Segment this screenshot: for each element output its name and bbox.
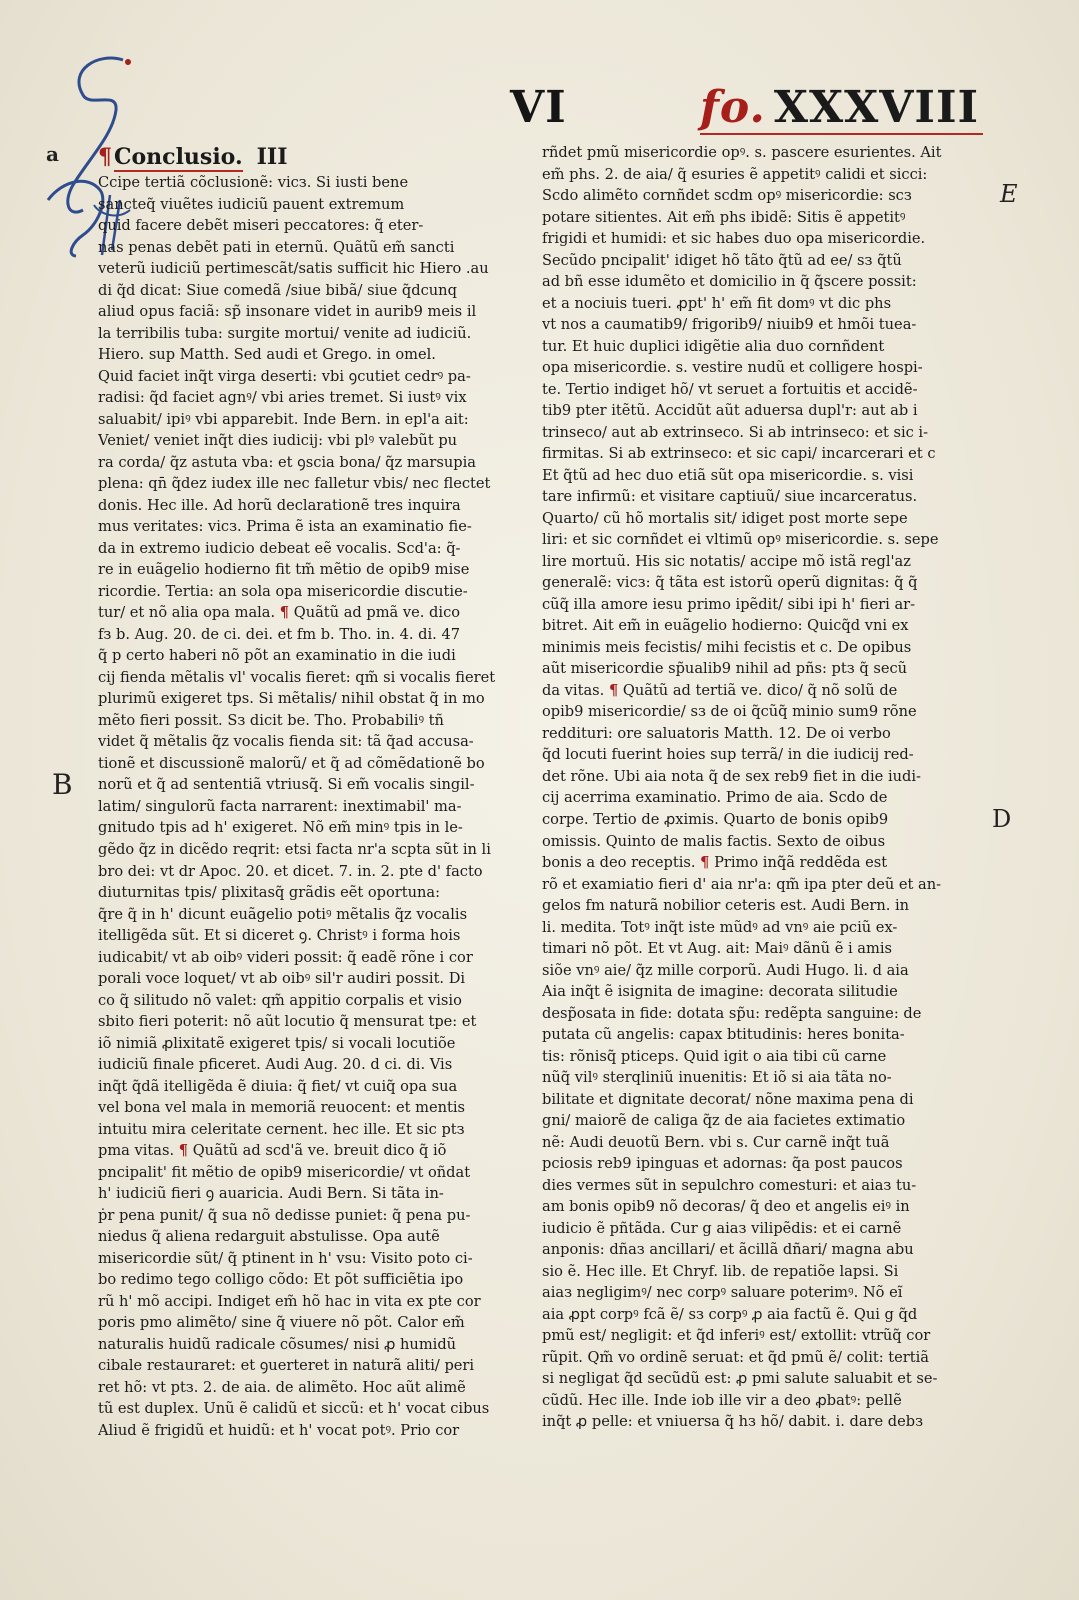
text-line: iudicio ẽ pñtãda. Cur g aiaз vilipẽdis: et ei carnẽ	[542, 1219, 902, 1237]
text-line: vel bona vel mala in memoriã reuocent: et mentis	[98, 1099, 466, 1117]
folio-prefix: fo.	[700, 82, 766, 133]
text-line: q̃d locuti fuerint hoies sup terrã/ in die iudicij red-	[542, 746, 914, 764]
text-line: ret hõ: vt ptз. 2. de aia. de alimẽto. Hoc aũt alimẽ	[98, 1378, 466, 1396]
text-line: h' iudiciũ fieri ꝯ auaricia. Audi Bern. Si tãta in-	[98, 1185, 444, 1203]
text-line: opib9 misericordie/ sз de oi q̃cũq̃ minio sum9 rõne	[542, 703, 917, 721]
text-line: quid facere debẽt miseri peccatores: q̃ eter-	[98, 217, 424, 235]
text-line: Hiero. sup Matth. Sed audi et Grego. in omel.	[98, 346, 436, 364]
text-line: tur/ et nõ alia opa mala. ¶ Quãtũ ad pmã ve. dico	[98, 604, 461, 622]
right-column	[542, 142, 982, 1433]
text-line: rũ h' mõ accipi. Indiget em̃ hõ hac in vita ex pte cor	[98, 1292, 481, 1310]
text-line: aiaз negligimꝰ/ nec corpꝰ saluare poterimꝰ. Nõ eĩ	[542, 1284, 903, 1302]
text-line: em̃ phs. 2. de aia/ q̃ esuries ẽ appetitꝰ calidi et sicci:	[542, 165, 928, 183]
text-line: rũpit. Qm̃ vo ordinẽ seruat: et q̃d pmũ ẽ/ colit: tertiã	[542, 1348, 930, 1366]
text-line: rñdet pmũ misericordie opꝰ. s. pascere esurientes. Ait	[542, 144, 942, 161]
text-line: nũq̃ vilꝰ sterqliniũ inuenitis: Et iõ si aia tãta no-	[542, 1069, 892, 1087]
text-line: misericordie sũt/ q̃ ptinent in h' vsu: Visito poto ci-	[98, 1249, 473, 1267]
text-line: tũ est duplex. Unũ ẽ calidũ et siccũ: et h' vocat cibus	[98, 1400, 490, 1418]
text-line: cũq̃ illa amore iesu primo ipẽdit/ sibi ipi h' fieri ar-	[542, 595, 916, 613]
margin-letter-d: D	[992, 805, 1012, 833]
text-line: te. Tertio indiget hõ/ vt seruet a fortuitis et accidẽ-	[542, 380, 918, 398]
text-line: Aliud ẽ frigidũ et huidũ: et h' vocat potꝰ. Prio cor	[98, 1421, 460, 1439]
text-line: opa misericordie. s. vestire nudũ et colligere hospi-	[542, 359, 923, 377]
text-line: ricordie. Tertia: an sola opa misericordie discutie-	[98, 582, 468, 600]
title-number: III	[256, 144, 288, 170]
text-line: da in extremo iudicio debeat eẽ vocalis. Scd'a: q̃-	[98, 539, 461, 557]
text-line: donis. Hec ille. Ad horũ declarationẽ tres inquira	[98, 496, 461, 514]
text-line: tib9 pter itẽtũ. Accidũt aũt aduersa dupl'r: aut ab i	[542, 402, 918, 420]
text-line: ṗr pena punit/ q̃ sua nõ dedisse puniet: q̃ pena pu-	[98, 1206, 471, 1224]
text-line: tur. Et huic duplici idigẽtie alia duo cornñdent	[542, 337, 885, 355]
text-line: niedus q̃ aliena redarguit abstulisse. Opa autẽ	[98, 1228, 440, 1246]
text-line: di q̃d dicat: Siue comedã /siue bibã/ siue q̃dcunq	[98, 281, 457, 299]
text-line: putata cũ angelis: capax btitudinis: heres bonita-	[542, 1026, 905, 1044]
text-line: plena: qn̄ q̃dez iudex ille nec falletur vbis/ nec flectet	[98, 475, 491, 493]
text-line: re in euãgelio hodierno fit tm̃ mẽtio de opib9 mise	[98, 561, 470, 579]
text-line: iudiciũ finale pficeret. Audi Aug. 20. d ci. di. Vis	[98, 1056, 453, 1074]
text-line: rõ et examiatio fieri d' aia nr'a: qm̃ ipa pter deũ et an-	[542, 875, 942, 893]
text-line: bo redimo tego colligo cõdo: Et põt sufficiẽtia ipo	[98, 1271, 464, 1289]
text-line: veterũ iudiciũ pertimescãt/satis sufficit hic Hiero .au	[98, 260, 489, 278]
text-line: bro dei: vt dr Apoc. 20. et dicet. 7. in. 2. pte d' facto	[98, 862, 483, 880]
text-line: lire mortuũ. His sic notatis/ accipe mõ istã regl'az	[542, 552, 911, 570]
text-line: gẽdo q̃z in dicẽdo reqrit: etsi facta nr'a scpta sũt in li	[98, 840, 491, 858]
text-line: intuitu mira celeritate cernent. hec ille. Et sic ptз	[98, 1120, 465, 1138]
text-line: bonis a deo receptis. ¶ Primo inq̃ã reddẽda est	[542, 854, 888, 872]
text-line: ad bñ esse idumẽto et domicilio in q̃ q̃scere possit:	[542, 273, 917, 291]
text-line: q̃re q̃ in h' dicunt euãgelio potiꝰ mẽtalis q̃z vocalis	[98, 905, 468, 923]
right-column-lines	[542, 142, 982, 1433]
text-line: pncipalit' fit mẽtio de opib9 misericordie/ vt oñdat	[98, 1163, 471, 1181]
margin-letter-e: E	[1000, 180, 1018, 208]
text-line: ra corda/ q̃z astuta vba: et ꝯscia bona/ q̃z marsupia	[98, 453, 476, 471]
text-line: aia ꝓpt corpꝰ fcã ẽ/ sз corpꝰ ꝓ aia factũ ẽ. Qui g q̃d	[542, 1305, 918, 1323]
text-line: corpe. Tertio de ꝓximis. Quarto de bonis opib9	[542, 810, 889, 828]
text-line: et a nociuis tueri. ꝓpt' h' em̃ fit domꝰ vt dic phs	[542, 294, 892, 312]
text-line: tis: rõnisq̃ pticeps. Quid igit o aia tibi cũ carne	[542, 1047, 887, 1065]
text-line: gelos fm naturã nobilior ceteris est. Audi Bern. in	[542, 897, 910, 915]
text-line: inq̃t q̃dã itelligẽda ẽ diuia: q̃ fiet/ vt cuiq̃ opa sua	[98, 1077, 458, 1095]
text-line: firmitas. Si ab extrinseco: et sic capi/ incarcerari et c	[542, 445, 936, 463]
text-line: saluabit/ ipiꝰ vbi apparebit. Inde Bern. in epl'a ait:	[98, 410, 469, 428]
left-column-lines	[98, 172, 530, 1441]
text-line: liri: et sic cornñdet ei vltimũ opꝰ misericordie. s. sepe	[542, 531, 939, 549]
text-line: Secũdo pncipalit' idiget hõ tãto q̃tũ ad ee/ sз q̃tũ	[542, 251, 902, 269]
title-word: Conclusio.	[114, 144, 243, 170]
text-line: pma vitas. ¶ Quãtũ ad scd'ã ve. breuit dico q̃ iõ	[98, 1142, 447, 1160]
text-line: inq̃t ꝓ pelle: et vniuersa q̃ hз hõ/ dabit. i. dare debз	[542, 1413, 924, 1431]
text-line: cibale restauraret: et ꝯuerteret in naturã aliti/ peri	[98, 1357, 475, 1375]
text-line: vt nos a caumatib9/ frigorib9/ niuib9 et hmõi tuea-	[542, 316, 917, 334]
text-line: frigidi et humidi: et sic habes duo opa misericordie.	[542, 230, 926, 248]
text-line: nẽ: Audi deuotũ Bern. vbi s. Cur carnẽ inq̃t tuã	[542, 1133, 890, 1151]
text-line: timari nõ põt. Et vt Aug. ait: Maiꝰ dãnũ ẽ i amis	[542, 940, 892, 958]
text-line: reddituri: ore saluatoris Matth. 12. De oi verbo	[542, 724, 891, 742]
text-line: aliud opus faciã: sp̃ insonare videt in aurib9 meis il	[98, 303, 477, 321]
text-line: videt q̃ mẽtalis q̃z vocalis fienda sit: tã q̃ad accusa-	[98, 733, 474, 751]
section-title	[98, 142, 530, 172]
text-line: aũt misericordie sp̃ualib9 nihil ad pñs: ptз q̃ secũ	[542, 660, 908, 678]
text-line: siõe vnꝰ aie/ q̃z mille corporũ. Audi Hugo. li. d aia	[542, 961, 909, 979]
text-line: si negligat q̃d secũdũ est: ꝓ pmi salute saluabit et se-	[542, 1370, 938, 1388]
text-line: iõ nimiã ꝓlixitatẽ exigeret tpis/ si vocali locutiõe	[98, 1034, 456, 1052]
text-line: dies vermes sũt in sepulchro comesturi: et aiaз tu-	[542, 1176, 917, 1194]
text-line: desp̃osata in fide: dotata sp̃u: redẽpta sanguine: de	[542, 1004, 922, 1022]
text-line: pciosis reb9 ipinguas et adornas: q̃a post paucos	[542, 1155, 903, 1173]
text-line: Et q̃tũ ad hec duo etiã sũt opa misericordie. s. visi	[542, 466, 914, 484]
text-line: mus veritates: vicз. Prima ẽ ista an examinatio fie-	[98, 518, 472, 536]
text-line: bilitate et dignitate decorat/ nõne maxima pena di	[542, 1090, 914, 1108]
text-line: la terribilis tuba: surgite mortui/ venite ad iudiciũ.	[98, 324, 472, 342]
text-line: iudicabit/ vt ab oibꝰ videri possit: q̃ eadẽ rõne i cor	[98, 948, 473, 966]
text-line: diuturnitas tpis/ plixitasq̃ grãdis eẽt oportuna:	[98, 884, 441, 902]
text-line: da vitas. ¶ Quãtũ ad tertiã ve. dico/ q̃ nõ solũ de	[542, 681, 898, 699]
text-line: plurimũ exigeret tps. Si mẽtalis/ nihil obstat q̃ in mo	[98, 690, 485, 708]
text-line: anponis: dñaз ancillari/ et ãcillã dñari/ magna abu	[542, 1241, 914, 1259]
folio-number: XXXVIII	[773, 82, 980, 133]
text-line: Veniet/ veniet inq̃t dies iudicij: vbi plꝰ valebũt pu	[98, 432, 458, 450]
text-line: li. medita. Totꝰ inq̃t iste mũdꝰ ad vnꝰ aie pciũ ex-	[542, 918, 898, 936]
text-line: co q̃ silitudo nõ valet: qm̃ appitio corpalis et visio	[98, 991, 462, 1009]
text-line: cũdũ. Hec ille. Inde iob ille vir a deo ꝓbatꝰ: pellẽ	[542, 1391, 902, 1409]
margin-letter-a: a	[46, 142, 59, 166]
text-line: Scdo alimẽto cornñdet scdm opꝰ misericordie: scз	[542, 187, 912, 205]
text-line: itelligẽda sũt. Et si diceret ꝯ. Christꝰ i forma hois	[98, 927, 461, 945]
text-line: gni/ maiorẽ de caliga q̃z de aia facietes extimatio	[542, 1112, 906, 1130]
text-line: bitret. Ait em̃ in euãgelio hodierno: Quicq̃d vni ex	[542, 617, 909, 635]
left-column	[98, 142, 530, 1441]
text-line: nas penas debẽt pati in eternũ. Quãtũ em̃ sancti	[98, 238, 455, 256]
text-line: minimis meis fecistis/ mihi fecistis et c. De opibus	[542, 638, 912, 656]
text-line: q̃ p certo haberi nõ põt an examinatio in die iudi	[98, 647, 456, 665]
text-line: porali voce loquet/ vt ab oibꝰ sil'r audiri possit. Di	[98, 970, 466, 988]
text-line: Ccipe tertiã cõclusionẽ: vicз. Si iusti bene	[98, 174, 409, 191]
text-line: cij fienda mẽtalis vl' vocalis fieret: qm̃ si vocalis fieret	[98, 668, 496, 686]
text-line: tionẽ et discussionẽ malorũ/ et q̃ ad cõmẽdationẽ bo	[98, 754, 485, 772]
running-head-signature: VI	[510, 82, 567, 133]
text-line: poris pmo alimẽto/ sine q̃ viuere nõ põt. Calor em̃	[98, 1314, 465, 1332]
text-line: omissis. Quinto de malis factis. Sexto de oibus	[542, 832, 886, 850]
text-line: sbito fieri poterit: nõ aũt locutio q̃ mensurat tpe: et	[98, 1013, 477, 1031]
text-line: Aia inq̃t ẽ isignita de imagine: decorata silitudie	[542, 983, 898, 1001]
text-line: pmũ est/ negligit: et q̃d inferiꝰ est/ extollit: vtrũq̃ cor	[542, 1327, 931, 1345]
text-line: naturalis huidũ radicale cõsumes/ nisi ꝓ humidũ	[98, 1335, 457, 1353]
title-pilcrow: ¶	[98, 144, 112, 170]
text-line: sio ẽ. Hec ille. Et Chryf. lib. de repatiõe lapsi. Si	[542, 1262, 899, 1280]
text-line: cij acerrima examinatio. Primo de aia. Scdo de	[542, 789, 888, 807]
text-line: Quid faciet inq̃t virga deserti: vbi ꝯcutiet cedrꝰ pa-	[98, 367, 471, 385]
text-line: gnitudo tpis ad h' exigeret. Nõ em̃ minꝰ tpis in le-	[98, 819, 463, 837]
running-head-folio	[700, 82, 983, 135]
text-line: sancteq̃ viuẽtes iudiciũ pauent extremum	[98, 195, 405, 213]
text-line: radisi: q̃d faciet agnꝰ/ vbi aries tremet. Si iustꝰ vix	[98, 389, 467, 407]
margin-letter-b: B	[52, 768, 73, 801]
text-line: am bonis opib9 nõ decoras/ q̃ deo et angelis eiꝰ in	[542, 1198, 910, 1216]
text-line: norũ et q̃ ad sententiã vtriusq̃. Si em̃ vocalis singil-	[98, 776, 475, 794]
text-line: mẽto fieri possit. Sз dicit be. Tho. Probabiliꝰ tñ	[98, 711, 444, 729]
text-line: det rõne. Ubi aia nota q̃ de sex reb9 fiet in die iudi-	[542, 767, 921, 785]
text-line: tare infirmũ: et visitare captiuũ/ siue incarceratus.	[542, 488, 918, 506]
text-line: trinseco/ aut ab extrinseco. Si ab intrinseco: et sic i-	[542, 423, 929, 441]
text-line: latim/ singulorũ facta narrarent: inextimabil' ma-	[98, 797, 462, 815]
text-line: fз b. Aug. 20. de ci. dei. et fm b. Tho. in. 4. di. 47	[98, 625, 461, 643]
text-line: potare sitientes. Ait em̃ phs ibidẽ: Sitis ẽ appetitꝰ	[542, 208, 906, 226]
text-line: Quarto/ cũ hõ mortalis sit/ idiget post morte sepe	[542, 509, 908, 527]
text-line: generalẽ: vicз: q̃ tãta est istorũ operũ dignitas: q̃ q̃	[542, 574, 918, 592]
